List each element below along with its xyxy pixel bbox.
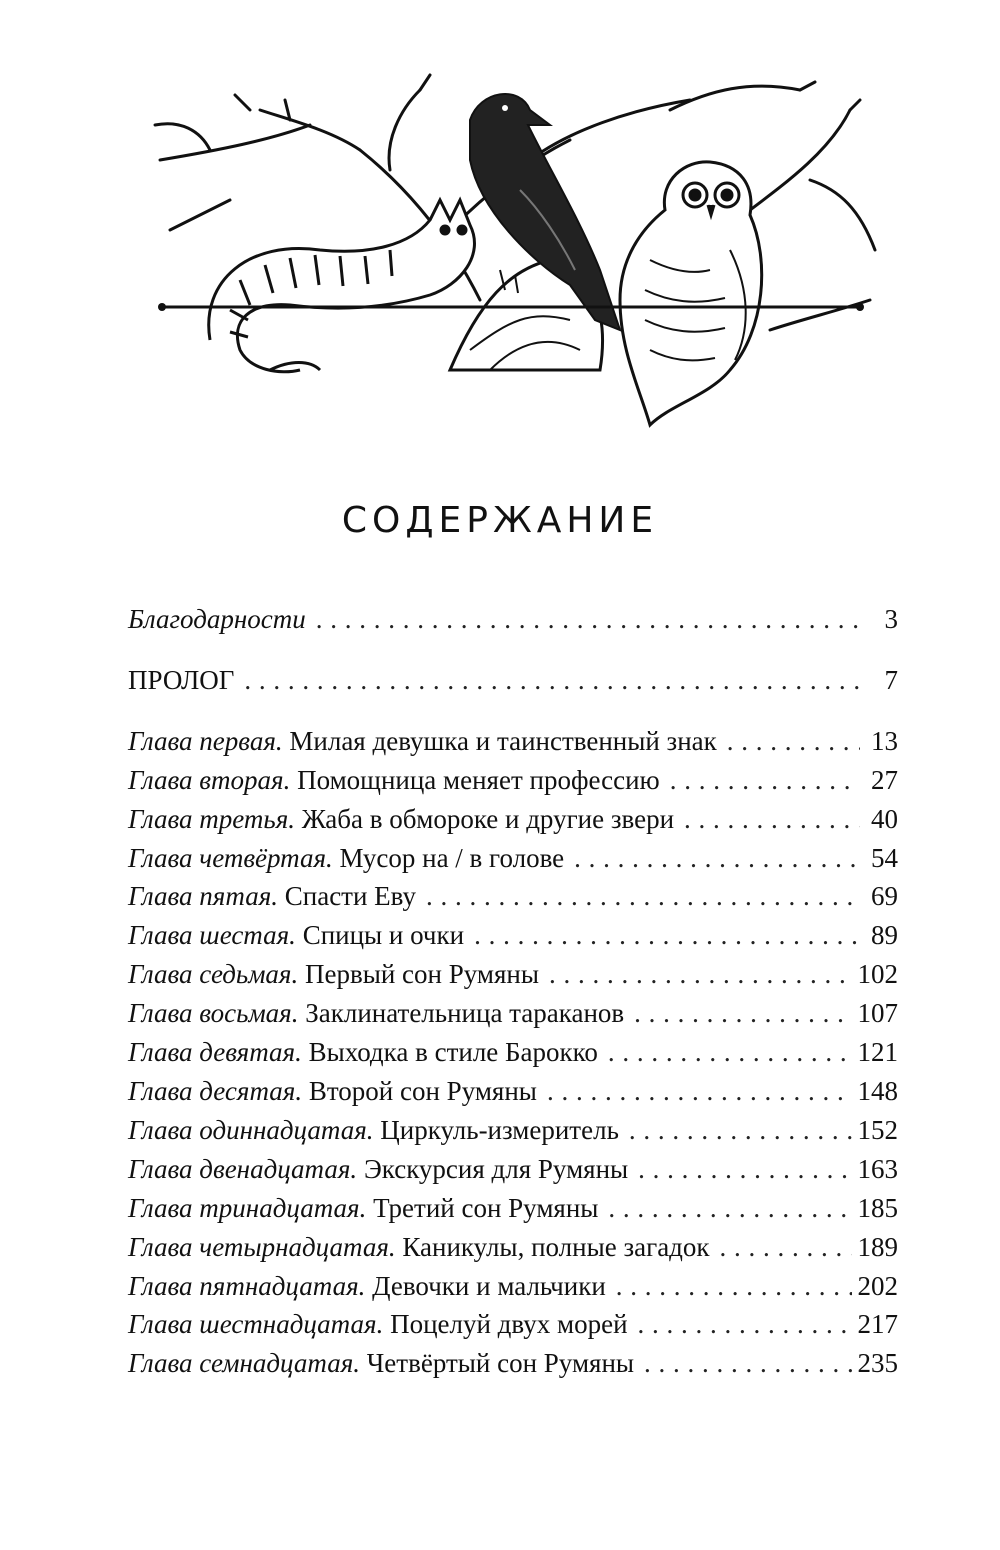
dot-leader: [474, 916, 860, 955]
chapter-number: Глава тринадцатая.: [128, 1192, 367, 1223]
toc-entry-label: [128, 761, 660, 800]
toc-entry-page: 27: [871, 764, 898, 795]
chapter-title: Третий сон Румяны: [373, 1192, 599, 1223]
toc-entry-page: 189: [857, 1231, 898, 1262]
dot-leader: [638, 1305, 852, 1344]
toc-entry-label: [128, 1267, 606, 1306]
chapter-title: Мусор на / в голове: [339, 842, 565, 873]
dot-leader: [720, 1228, 852, 1267]
toc-entry-chapter[interactable]: [128, 994, 898, 1033]
toc-entry-label: [128, 1033, 598, 1072]
chapter-number: Глава вторая.: [128, 764, 291, 795]
chapter-title: Спасти Еву: [284, 881, 416, 912]
toc-entry-label: [128, 916, 464, 955]
toc-entry-page: 217: [857, 1309, 898, 1340]
chapter-number: Глава десятая.: [128, 1075, 303, 1106]
toc-entry-label: [128, 1072, 537, 1111]
toc-entry-chapter[interactable]: [128, 1228, 898, 1267]
toc-entry-chapter[interactable]: [128, 1072, 898, 1111]
toc-entry-page: 54: [871, 842, 898, 873]
cat-icon: [209, 200, 475, 372]
toc-entry-chapter[interactable]: [128, 1267, 898, 1306]
toc-entry-chapter[interactable]: [128, 1344, 898, 1383]
toc-entry-label: [128, 800, 674, 839]
toc-entry-chapter[interactable]: [128, 839, 898, 878]
toc-entry-label: [128, 955, 539, 994]
chapter-number: Глава двенадцатая.: [128, 1153, 358, 1184]
toc-entry-page: 235: [857, 1348, 898, 1379]
toc-entry-chapter[interactable]: [128, 1305, 898, 1344]
chapter-title: Поцелуй двух морей: [390, 1309, 628, 1340]
toc-entry-page: 69: [871, 881, 898, 912]
toc-entry-chapter[interactable]: [128, 1189, 898, 1228]
chapter-number: Глава шестнадцатая.: [128, 1309, 384, 1340]
table-of-contents: [128, 600, 898, 1383]
chapter-number: Глава пятая.: [128, 881, 278, 912]
toc-entry-label: [128, 1150, 628, 1189]
toc-entry-label: [128, 839, 564, 878]
toc-entry-label: [128, 877, 416, 916]
chapter-number: Глава четырнадцатая.: [128, 1231, 396, 1262]
chapter-number: Глава девятая.: [128, 1037, 302, 1068]
toc-entry-label: [128, 1344, 634, 1383]
toc-entry-chapter[interactable]: [128, 761, 898, 800]
dot-leader: [634, 994, 851, 1033]
owl-icon: [620, 162, 762, 425]
chapter-title: Каникулы, полные загадок: [402, 1231, 710, 1262]
chapter-title: Второй сон Румяны: [308, 1075, 537, 1106]
toc-entry-label: [128, 722, 717, 761]
toc-entry-page: 3: [884, 604, 898, 634]
toc-entry-label: [128, 1189, 598, 1228]
toc-entry-chapter[interactable]: [128, 877, 898, 916]
chapter-number: Глава седьмая.: [128, 959, 299, 990]
dot-leader: [316, 600, 860, 639]
toc-entry-chapter[interactable]: [128, 955, 898, 994]
dot-leader: [608, 1033, 852, 1072]
chapter-number: Глава одиннадцатая.: [128, 1114, 374, 1145]
dot-leader: [670, 761, 860, 800]
chapter-title: Первый сон Румяны: [304, 959, 539, 990]
toc-entry-label: [128, 1305, 628, 1344]
toc-entry-acknowledgements[interactable]: [128, 600, 898, 639]
dot-leader: [629, 1111, 852, 1150]
toc-entry-page: 40: [871, 803, 898, 834]
chapter-title: Жаба в обмороке и другие звери: [301, 803, 675, 834]
dot-leader: [644, 1344, 851, 1383]
toc-entry-chapter[interactable]: [128, 722, 898, 761]
chapter-number: Глава первая.: [128, 725, 283, 756]
dot-leader: [549, 955, 852, 994]
dot-leader: [426, 877, 860, 916]
chapter-number: Глава семнадцатая.: [128, 1348, 360, 1379]
toc-entry-label: [128, 1228, 710, 1267]
toc-entry-label: [128, 1111, 619, 1150]
chapter-title: Спицы и очки: [302, 920, 465, 951]
toc-entry-chapter[interactable]: [128, 1150, 898, 1189]
toc-entry-prologue[interactable]: [128, 661, 898, 700]
toc-entry-page: 13: [871, 725, 898, 756]
chapter-title: Милая девушка и таинственный знак: [289, 725, 717, 756]
toc-entry-page: 152: [857, 1114, 898, 1145]
toc-entry-page: 185: [857, 1192, 898, 1223]
toc-entry-page: 202: [857, 1270, 898, 1301]
dot-leader: [684, 800, 860, 839]
dot-leader: [727, 722, 860, 761]
toc-entry-label: [128, 994, 624, 1033]
animals-illustration: [150, 70, 880, 430]
toc-entry-label: ПРОЛОГ: [128, 664, 235, 695]
chapter-title: Экскурсия для Румяны: [363, 1153, 629, 1184]
chapter-title: Циркуль-измеритель: [380, 1114, 619, 1145]
toc-entry-chapter[interactable]: [128, 1111, 898, 1150]
toc-entry-label: Благодарности: [128, 604, 306, 634]
toc-entry-page: 7: [884, 664, 898, 695]
toc-entry-page: 107: [857, 998, 898, 1029]
toc-entry-chapter[interactable]: [128, 916, 898, 955]
chapter-number: Глава восьмая.: [128, 998, 299, 1029]
chapter-number: Глава четвёртая.: [128, 842, 333, 873]
chapter-number: Глава пятнадцатая.: [128, 1270, 366, 1301]
chapter-title: Выходка в стиле Барокко: [308, 1037, 598, 1068]
toc-entry-page: 89: [871, 920, 898, 951]
chapter-number: Глава третья.: [128, 803, 296, 834]
dot-leader: [244, 661, 860, 700]
toc-entry-page: 102: [857, 959, 898, 990]
chapter-list: [128, 722, 898, 1383]
chapter-title: Помощница меняет профессию: [297, 764, 660, 795]
dot-leader: [616, 1267, 852, 1306]
dot-leader: [638, 1150, 851, 1189]
chapter-title: Четвёртый сон Румяны: [366, 1348, 635, 1379]
dot-leader: [608, 1189, 851, 1228]
chapter-number: Глава шестая.: [128, 920, 296, 951]
toc-entry-page: 163: [857, 1153, 898, 1184]
chapter-title: Заклинательница тараканов: [305, 998, 625, 1029]
page-title: СОДЕРЖАНИЕ: [341, 500, 659, 541]
toc-entry-page: 121: [857, 1037, 898, 1068]
dot-leader: [547, 1072, 852, 1111]
chapter-title: Девочки и мальчики: [372, 1270, 606, 1301]
toc-entry-chapter[interactable]: [128, 1033, 898, 1072]
toc-entry-page: 148: [857, 1075, 898, 1106]
toc-entry-chapter[interactable]: [128, 800, 898, 839]
dot-leader: [574, 839, 860, 878]
